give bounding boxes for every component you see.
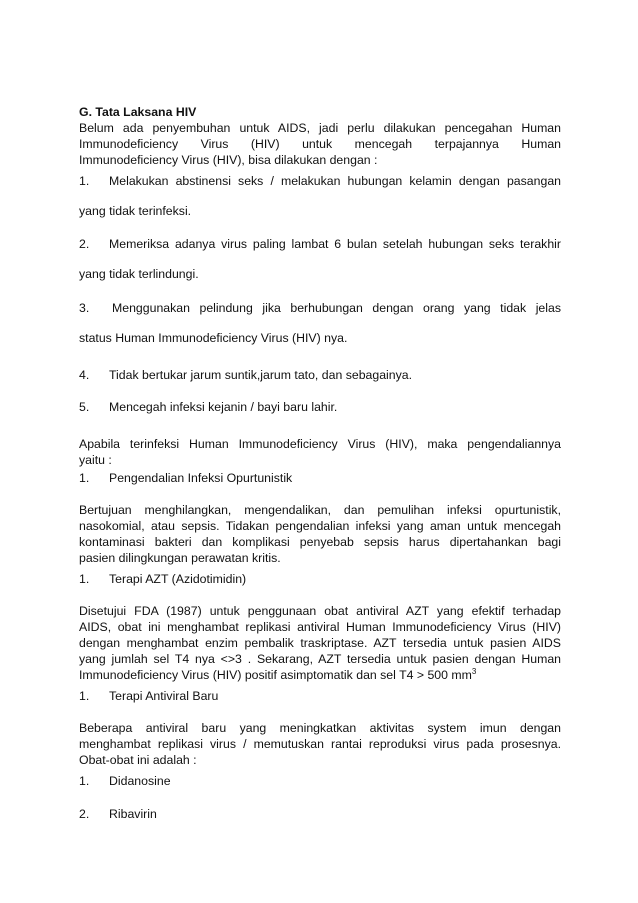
list-number: 1. (79, 774, 90, 788)
section-3-body-1: Beberapa antiviral baru yang meningkatkan aktivitas system imun dengan (79, 721, 561, 735)
superscript: 3 (471, 667, 477, 676)
section-2-body-5 (79, 667, 561, 683)
list-text: Terapi AZT (Azidotimidin) (109, 572, 247, 586)
control-intro-line-1: Apabila terinfeksi Human Immunodeficiency Virus (HIV), maka pengendaliannya (79, 437, 561, 451)
list-number: 1. (79, 689, 90, 703)
section-2-body-1: Disetujui FDA (1987) untuk penggunaan obat antiviral AZT yang efektif terhadap (79, 604, 561, 618)
section-2-body-4: yang jumlah sel T4 nya <>3 . Sekarang, AZT tersedia untuk pasien dengan Human (79, 652, 561, 666)
section-1-body-2: nasokomial, atau sepsis. Tidakan pengendalian infeksi yang aman untuk mencegah (79, 519, 561, 533)
section-1-body-4: pasien dilingkungan perawatan kritis. (79, 551, 281, 565)
list-number: 4. (79, 368, 90, 382)
list-text: Melakukan abstinensi seks / melakukan hubungan kelamin dengan pasangan (109, 174, 561, 188)
list-number: 2. (79, 807, 90, 821)
list-number: 1. (79, 174, 90, 188)
section-2-body-2: AIDS, obat ini menghambat replikasi antiviral Human Immunodeficiency Virus (HIV) (79, 620, 561, 634)
section-1-body-1: Bertujuan menghilangkan, mengendalikan, dan pemulihan infeksi opurtunistik, (79, 503, 561, 517)
intro-line-3: Immunodeficiency Virus (HIV), bisa dilakukan dengan : (79, 153, 378, 167)
list-text: Pengendalian Infeksi Opurtunistik (109, 471, 293, 485)
list-number: 3. (79, 301, 90, 315)
list-number: 5. (79, 400, 90, 414)
section-2-body-3: dengan menghambat enzim pembalik traskriptase. AZT tersedia untuk pasien AIDS (79, 636, 561, 650)
intro-line-2: Immunodeficiency Virus (HIV) untuk mencegah terpajannya Human (79, 137, 561, 151)
list-number: 1. (79, 572, 90, 586)
list-number: 2. (79, 237, 90, 251)
control-intro-line-2: yaitu : (79, 453, 112, 467)
list-text: Ribavirin (109, 807, 157, 821)
list-text: Didanosine (109, 774, 171, 788)
list-text: Tidak bertukar jarum suntik,jarum tato, dan sebagainya. (109, 368, 413, 382)
list-text: Terapi Antiviral Baru (109, 689, 219, 703)
section-2-body-5-text: Immunodeficiency Virus (HIV) positif asimptomatik dan sel T4 > 500 mm (79, 668, 472, 682)
section-heading: G. Tata Laksana HIV (79, 105, 197, 119)
list-number: 1. (79, 471, 90, 485)
list-text: Menggunakan pelindung jika berhubungan dengan orang yang tidak jelas (112, 301, 561, 315)
prevention-item-3-cont: status Human Immunodeficiency Virus (HIV) nya. (79, 331, 348, 345)
section-3-body-2: menghambat replikasi virus / memutuskan rantai reproduksi virus pada prosesnya. (79, 737, 561, 751)
list-text: Mencegah infeksi kejanin / bayi baru lahir. (109, 400, 338, 414)
list-text: Memeriksa adanya virus paling lambat 6 bulan setelah hubungan seks terakhir (109, 237, 561, 251)
prevention-item-2-cont: yang tidak terlindungi. (79, 267, 199, 281)
intro-line-1: Belum ada penyembuhan untuk AIDS, jadi perlu dilakukan pencegahan Human (79, 121, 561, 135)
section-1-body-3: kontaminasi bakteri dan komplikasi penyebab sepsis harus dipertahankan bagi (79, 535, 561, 549)
section-3-body-3: Obat-obat ini adalah : (79, 753, 197, 767)
prevention-item-1-cont: yang tidak terinfeksi. (79, 204, 192, 218)
